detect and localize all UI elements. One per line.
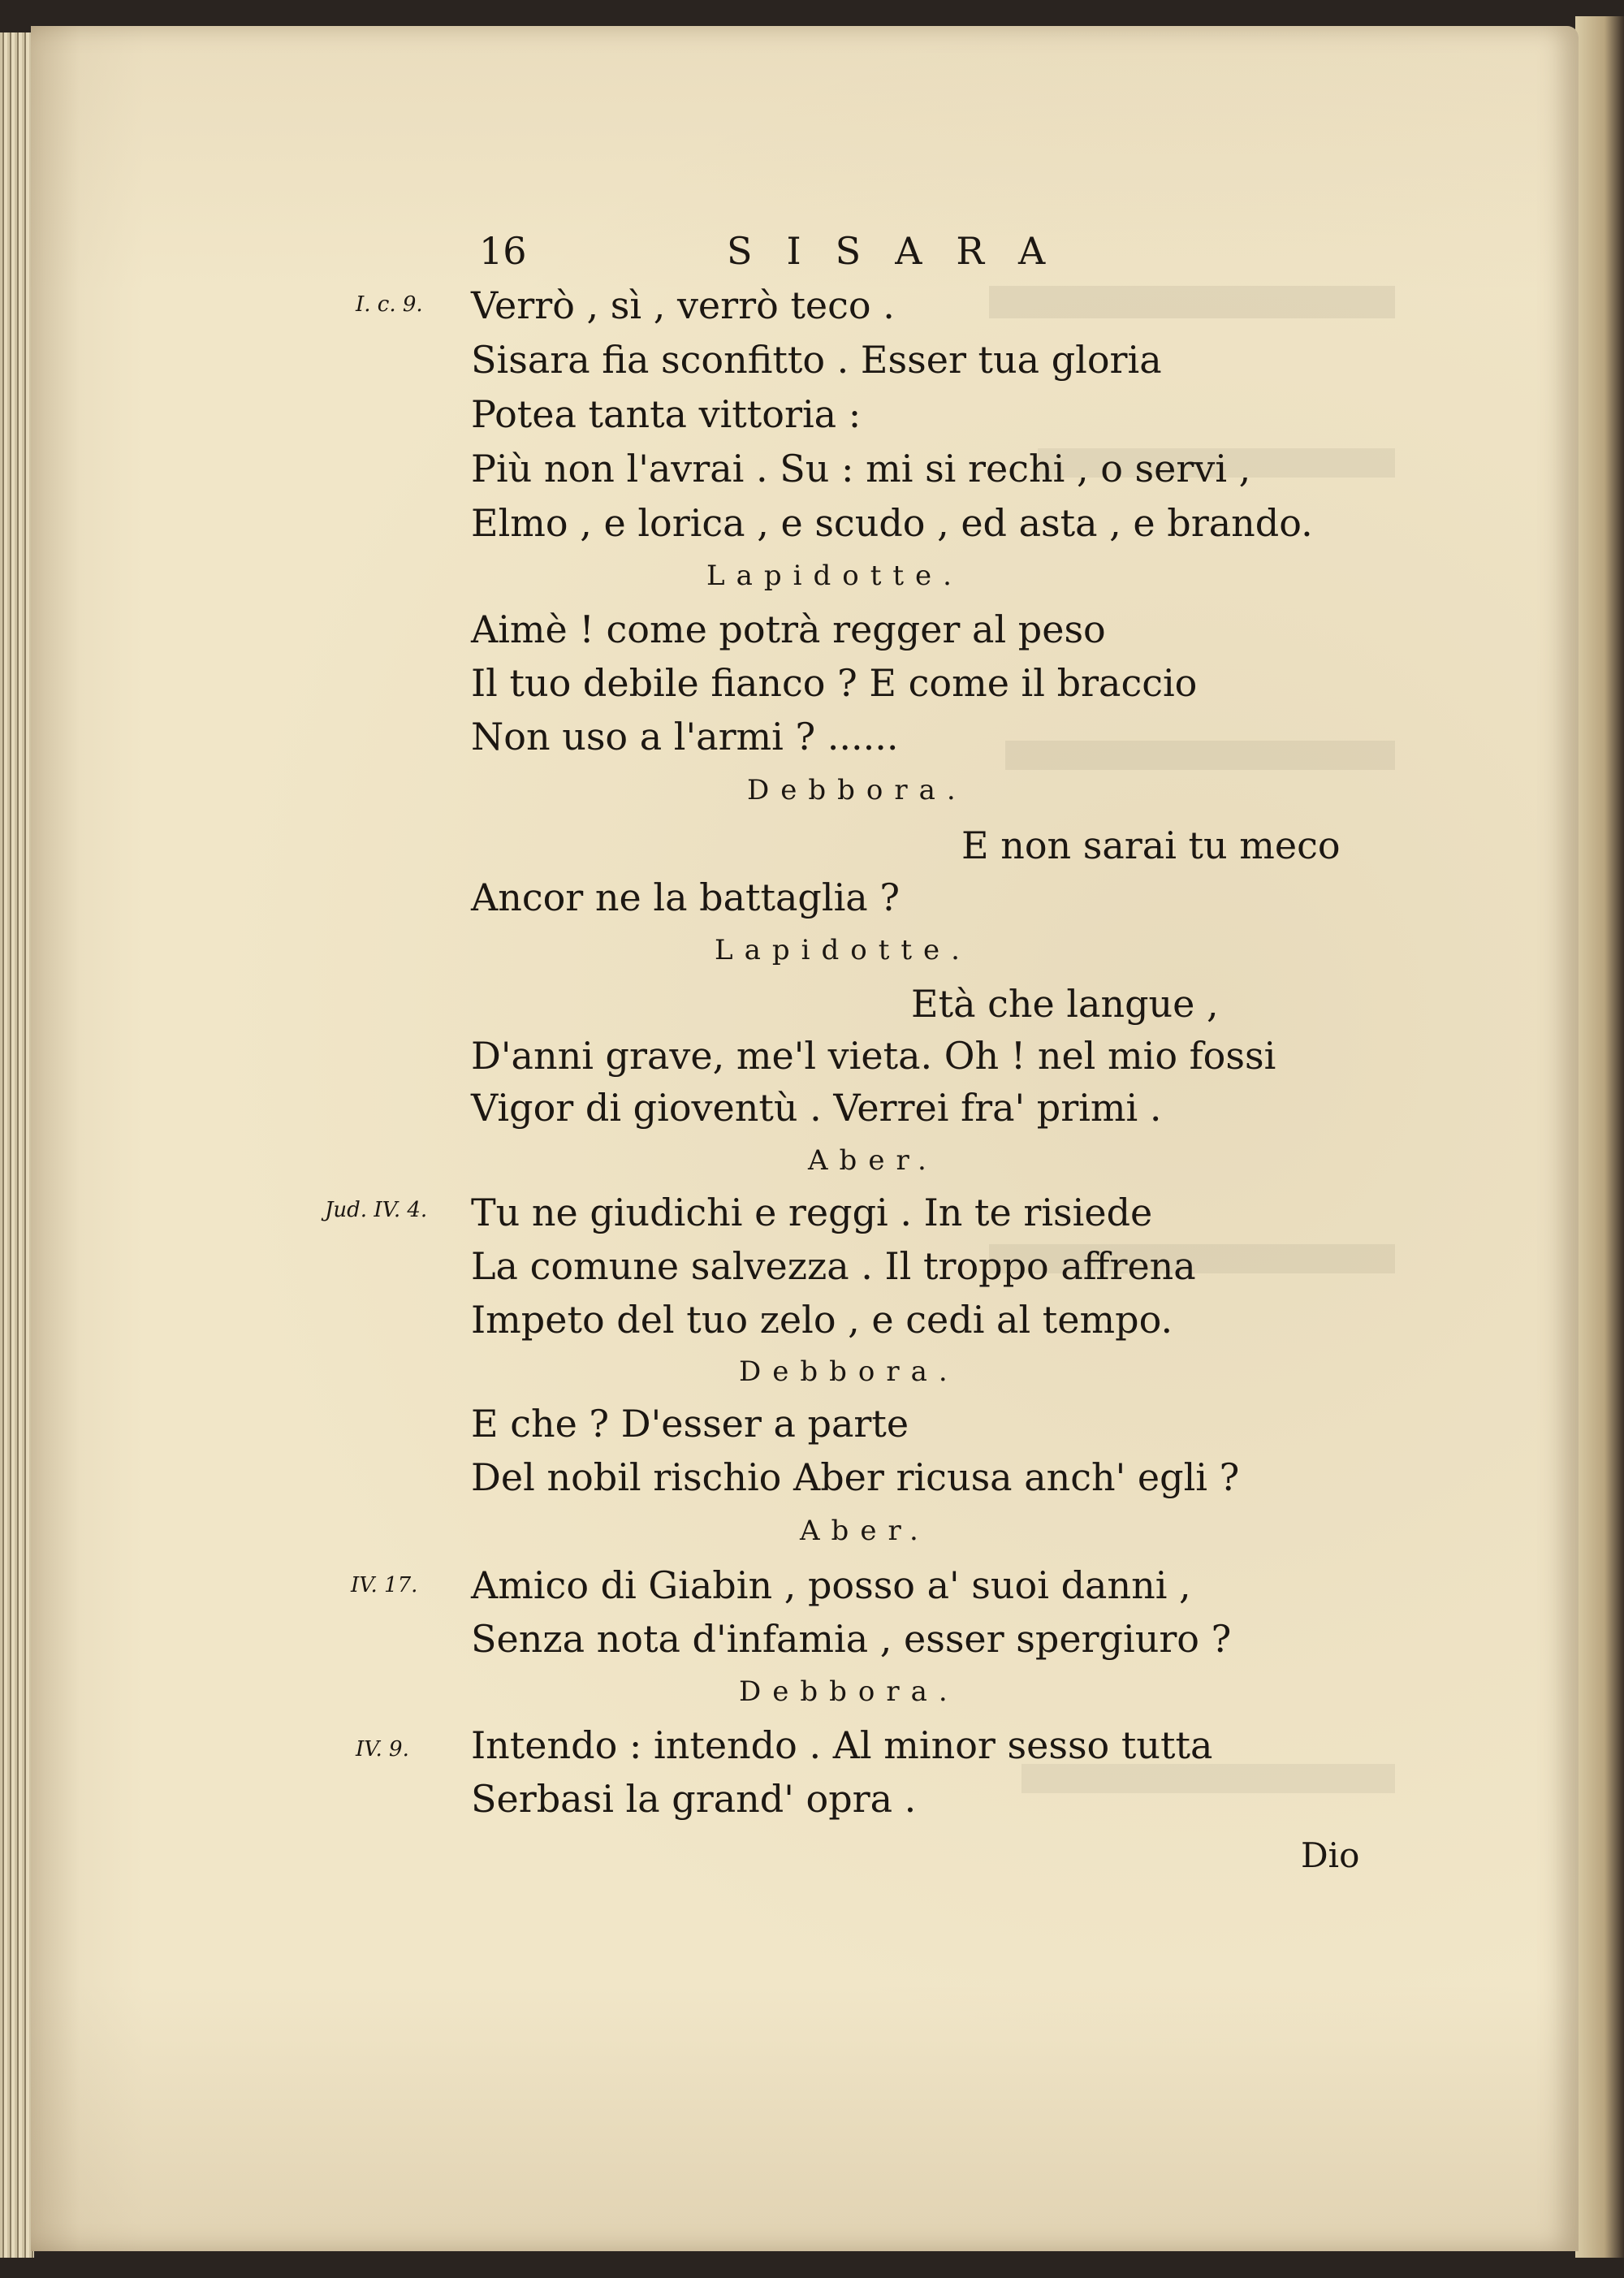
speaker-name: Aber. [800,1515,930,1547]
verse-line: Senza nota d'infamia , esser spergiuro ? [471,1617,1232,1661]
verse-line: E che ? D'esser a parte [471,1402,909,1446]
speaker-name: Lapidotte. [706,560,963,592]
margin-note: I. c. 9. [356,292,423,317]
verse-line: Potea tanta vittoria : [471,392,862,436]
verse-line: E non sarai tu meco [961,823,1341,867]
show-through-shadow [989,286,1395,318]
verse-line: Aimè ! come potrà regger al peso [471,607,1106,651]
running-title: SISARA [727,229,1080,273]
verse-line: Intendo : intendo . Al minor sesso tutta [471,1723,1213,1767]
verse-line: Sisara fia sconfitto . Esser tua gloria [471,338,1162,382]
page-stack-edge [0,32,34,2258]
verse-line: Tu ne giudichi e reggi . In te risiede [471,1191,1153,1234]
verse-line: Età che langue , [911,982,1219,1026]
speaker-name: Debbora. [739,1675,959,1708]
verse-line: Più non l'avrai . Su : mi si rechi , o servi , [471,447,1251,491]
verse-line: Elmo , e lorica , e scudo , ed asta , e brando. [471,501,1313,545]
verse-line: Vigor di gioventù . Verrei fra' primi . [471,1086,1162,1130]
speaker-name: Lapidotte. [715,934,971,966]
verse-line: Amico di Giabin , posso a' suoi danni , [471,1563,1191,1607]
verse-line: Ancor ne la battaglia ? [471,875,900,919]
verse-line: Verrò , sì , verrò teco . [471,283,895,327]
speaker-name: Debbora. [747,774,967,806]
verse-line: La comune salvezza . Il troppo affrena [471,1244,1196,1288]
catchword: Dio [1301,1835,1360,1875]
verse-line: D'anni grave, me'l vieta. Oh ! nel mio fossi [471,1034,1276,1078]
verse-line: Non uso a l'armi ? ...... [471,715,899,759]
verse-line: Serbasi la grand' opra . [471,1777,917,1821]
verse-line: Impeto del tuo zelo , e cedi al tempo. [471,1298,1173,1342]
verse-line: Il tuo debile fianco ? E come il braccio [471,661,1198,705]
speaker-name: Debbora. [739,1355,959,1388]
speaker-name: Aber. [808,1144,938,1177]
show-through-shadow [1021,1764,1395,1793]
margin-note: IV. 17. [351,1573,418,1597]
margin-note: IV. 9. [356,1737,409,1761]
page-number: 16 [479,229,527,273]
show-through-shadow [1005,741,1395,770]
margin-note: Jud. IV. 4. [325,1198,428,1222]
verse-line: Del nobil rischio Aber ricusa anch' egli ? [471,1455,1240,1499]
binding-edge [1575,16,1624,2258]
